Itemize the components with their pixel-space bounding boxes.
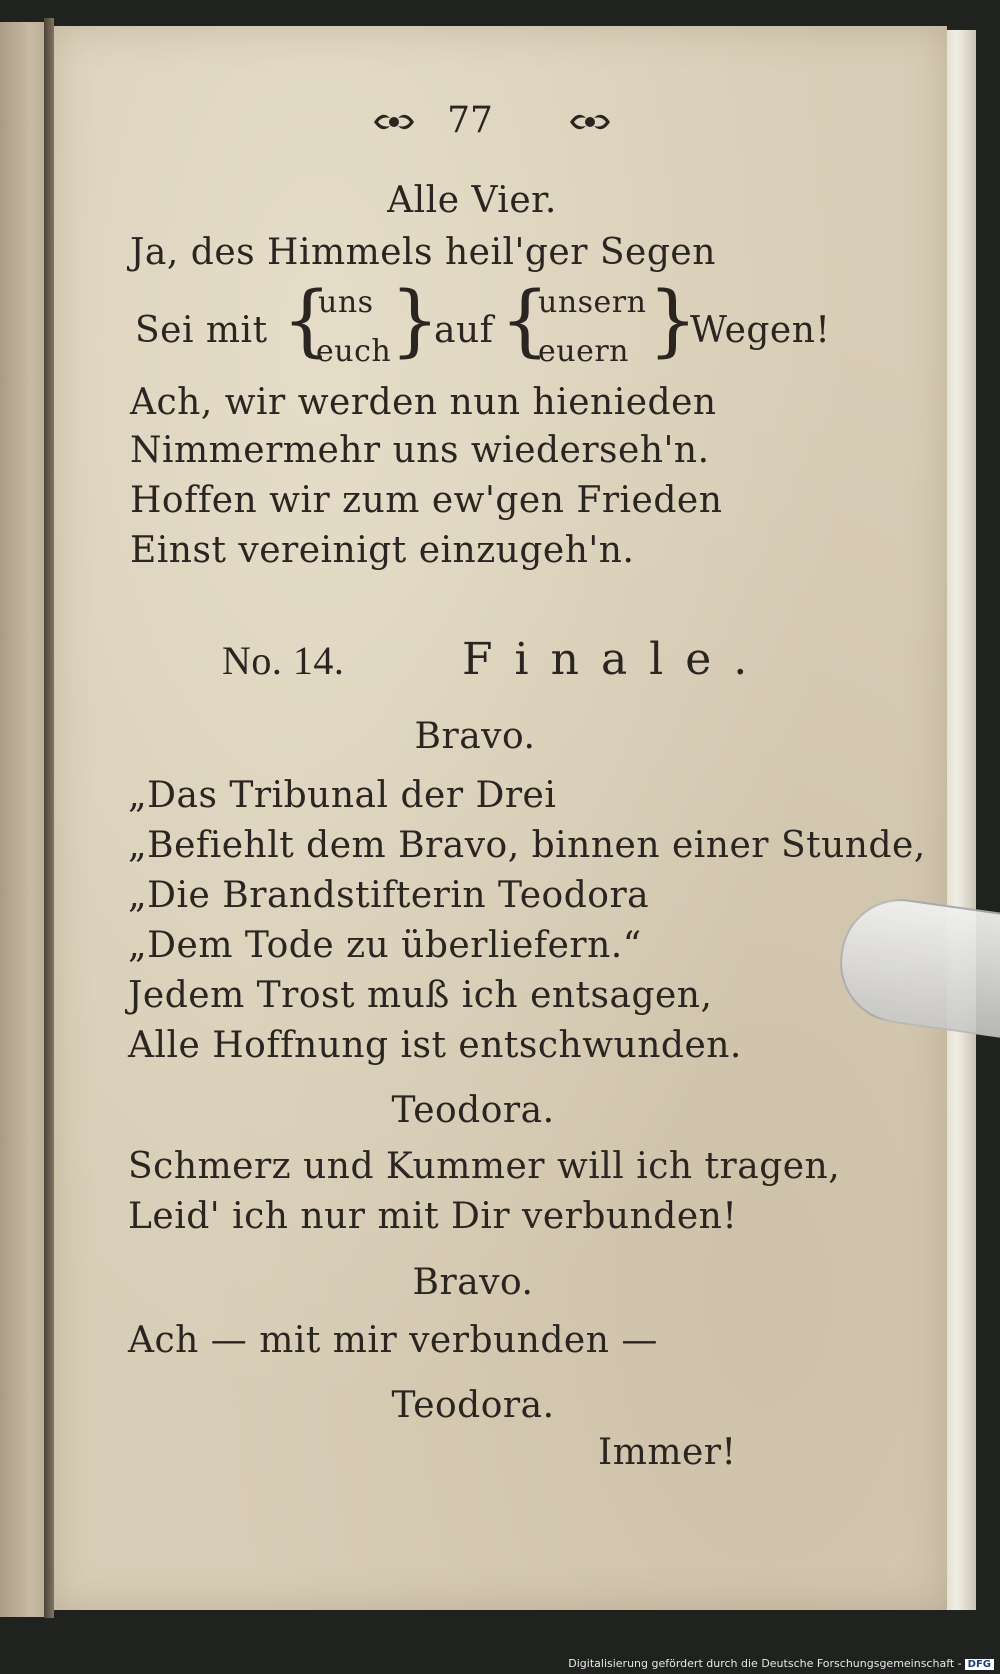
brace-open-1: { [282, 276, 332, 366]
option-unsern: unsern [538, 285, 647, 320]
section-title: Finale. [462, 634, 770, 685]
digitization-credit [568, 1657, 994, 1670]
option-euch: euch [316, 334, 392, 369]
ornament-left-icon [372, 108, 416, 136]
option-euern: euern [538, 334, 629, 369]
speaker-alle-vier: Alle Vier. [387, 180, 557, 221]
book-gutter [44, 18, 54, 1618]
verse-line: Leid' ich nur mit Dir verbunden! [128, 1196, 738, 1237]
verse-line: „Dem Tode zu überliefern.“ [128, 925, 642, 966]
verse-line: Ja, des Himmels heil'ger Segen [130, 232, 716, 273]
speaker-bravo: Bravo. [412, 1262, 534, 1303]
speaker-teodora: Teodora. [391, 1090, 555, 1131]
verse-line: Immer! [598, 1432, 737, 1473]
verse-line: Nimmermehr uns wiederseh'n. [130, 430, 710, 471]
verse-line: „Befiehlt dem Bravo, binnen einer Stunde, [128, 825, 926, 866]
verse-line-end: Wegen! [690, 310, 831, 351]
speaker-bravo: Bravo. [414, 716, 536, 757]
facing-page-edge [0, 22, 50, 1617]
brace-close-2: } [648, 276, 698, 366]
dfg-logo: DFG [965, 1659, 994, 1670]
verse-line: „Die Brandstifterin Teodora [128, 875, 650, 916]
verse-line: Alle Hoffnung ist entschwunden. [128, 1025, 742, 1066]
credit-text: Digitalisierung gefördert durch die Deutsche Forschungsgemeinschaft - [568, 1657, 962, 1670]
verse-line: Jedem Trost muß ich entsagen, [128, 975, 713, 1016]
verse-line: Schmerz und Kummer will ich tragen, [128, 1146, 841, 1187]
section-number: No. 14. [222, 638, 345, 683]
speaker-teodora: Teodora. [391, 1385, 555, 1426]
ornament-right-icon [568, 108, 612, 136]
verse-line: Ach — mit mir verbunden — [128, 1320, 658, 1361]
verse-line: „Das Tribunal der Drei [128, 775, 557, 816]
verse-line: Hoffen wir zum ew'gen Frieden [130, 480, 723, 521]
brace-close-1: } [390, 276, 440, 366]
verse-line-middle: auf [434, 310, 494, 351]
option-uns: uns [318, 285, 374, 320]
verse-line: Einst vereinigt einzugeh'n. [130, 530, 635, 571]
verse-line: Ach, wir werden nun hienieden [130, 382, 717, 423]
page-number: 77 [447, 100, 493, 141]
brace-open-2: { [500, 276, 550, 366]
verse-line-start: Sei mit [135, 310, 268, 351]
